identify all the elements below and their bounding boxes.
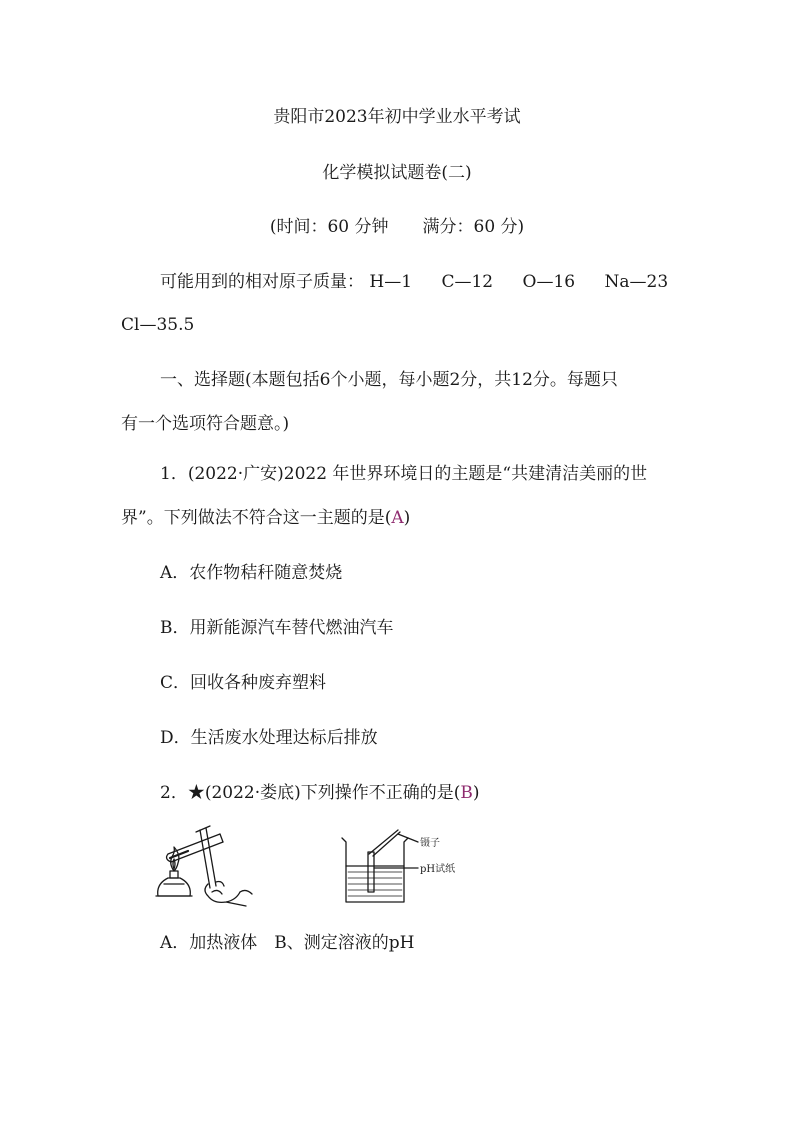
- question-2-answer: B: [460, 783, 473, 803]
- question-1-option-d: D．生活废水处理达标后排放: [160, 728, 378, 748]
- ph-paper-label: pH试纸: [420, 864, 456, 875]
- question-1-option-a: A．农作物秸秆随意焚烧: [160, 563, 343, 583]
- exam-title: 贵阳市2023年初中学业水平考试: [273, 107, 521, 127]
- exam-time: (时间：60 分钟: [269, 217, 389, 237]
- atomic-masses: [160, 271, 668, 293]
- question-1-stem-line1: 1．(2022·广安)2022 年世界环境日的主题是“共建清洁美丽的世: [160, 464, 648, 484]
- heating-liquid-figure: [150, 822, 260, 908]
- atomic-masses-label: 可能用到的相对原子质量：: [160, 272, 364, 292]
- mass-o: O—16: [522, 272, 576, 292]
- hand-icon: [205, 882, 246, 907]
- beaker: [342, 838, 408, 902]
- mass-h: H—1: [369, 272, 413, 292]
- question-2-stem: 2．★(2022·娄底)下列操作不正确的是(B): [160, 783, 480, 803]
- section-heading-line2: 有一个选项符合题意。): [121, 414, 290, 434]
- question-1-answer: A: [391, 508, 404, 528]
- measure-ph-figure: [336, 822, 456, 908]
- question-2-options: A．加热液体 B、测定溶液的pH: [160, 933, 415, 953]
- exam-time-score: [0, 216, 794, 238]
- mass-cl: Cl—35.5: [121, 315, 195, 335]
- question-1-stem-line2: 界”。下列做法不符合这一主题的是(A): [121, 508, 411, 528]
- exam-score: 满分：60 分): [422, 217, 525, 237]
- mass-na: Na—23: [604, 272, 669, 292]
- mass-c: C—12: [441, 272, 494, 292]
- tweezers-label: 镊子: [420, 838, 440, 849]
- question-1-option-c: C．回收各种废弃塑料: [160, 673, 327, 693]
- alcohol-lamp: [158, 878, 191, 896]
- exam-subtitle: 化学模拟试题卷(二): [322, 163, 472, 183]
- question-1-option-b: B．用新能源汽车替代燃油汽车: [160, 618, 394, 638]
- section-heading-line1: 一、选择题(本题包括6个小题，每小题2分，共12分。每题只: [160, 370, 618, 390]
